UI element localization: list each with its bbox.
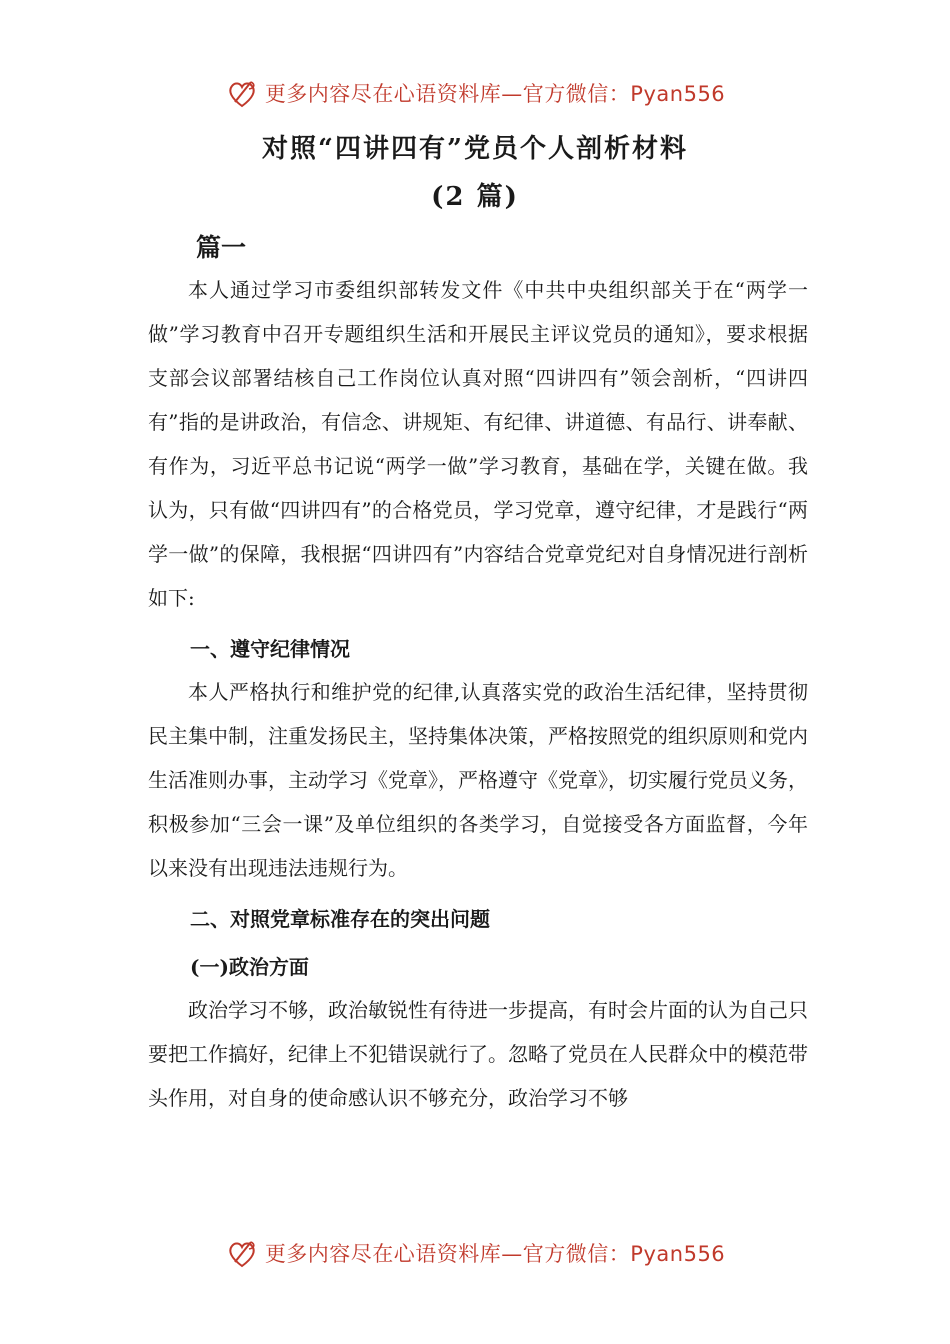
document-subtitle: (2 篇): [431, 182, 519, 212]
watermark-header: [0, 73, 950, 113]
document-title: 对照“四讲四有”党员个人剖析材料: [262, 134, 688, 164]
watermark-text: 更多内容尽在心语资料库—官方微信：Pyan556: [264, 1242, 726, 1266]
quill-heart-logo-icon: [225, 76, 259, 110]
subsection1-paragraph: 政治学习不够，政治敏锐性有待进一步提高，有时会片面的认为自己只要把工作搞好，纪律上不犯错误就行了。忽略了党员在人民群众中的模范带头作用，对自身的使命感认识不够充分，政治学习不够: [148, 998, 808, 1110]
section1-paragraph: 本人严格执行和维护党的纪律,认真落实党的政治生活纪律，坚持贯彻民主集中制，注重发扬民主，坚持集体决策，严格按照党的组织原则和党内生活准则办事，主动学习《党章》，严格遵守《党章》，切实履行党员义务，积极参加“三会一课”及单位组织的各类学习，自觉接受各方面监督，今年以来没有出现违法违规行为。: [148, 680, 808, 880]
section2-heading: 二、对照党章标准存在的突出问题: [190, 907, 490, 931]
section1-heading: 一、遵守纪律情况: [190, 637, 350, 661]
watermark-text: 更多内容尽在心语资料库—官方微信：Pyan556: [264, 82, 726, 106]
quill-heart-logo-icon: [225, 1236, 259, 1270]
subsection1-heading: (一)政治方面: [190, 955, 309, 979]
watermark-footer: [0, 1233, 950, 1273]
intro-paragraph: 本人通过学习市委组织部转发文件《中共中央组织部关于在“两学一做”学习教育中召开专题组织生活和开展民主评议党员的通知》，要求根据支部会议部署结核自己工作岗位认真对照“四讲四有”领会剖析，“四讲四有”指的是讲政治，有信念、讲规矩、有纪律、讲道德、有品行、讲奉献、有作为，习近平总书记说“两学一做”学习教育，基础在学，关键在做。我认为，只有做“四讲四有”的合格党员，学习党章，遵守纪律，才是践行“两学一做”的保障，我根据“四讲四有”内容结合党章党纪对自身情况进行剖析如下:: [148, 278, 808, 610]
part-label: 篇一: [196, 233, 247, 262]
